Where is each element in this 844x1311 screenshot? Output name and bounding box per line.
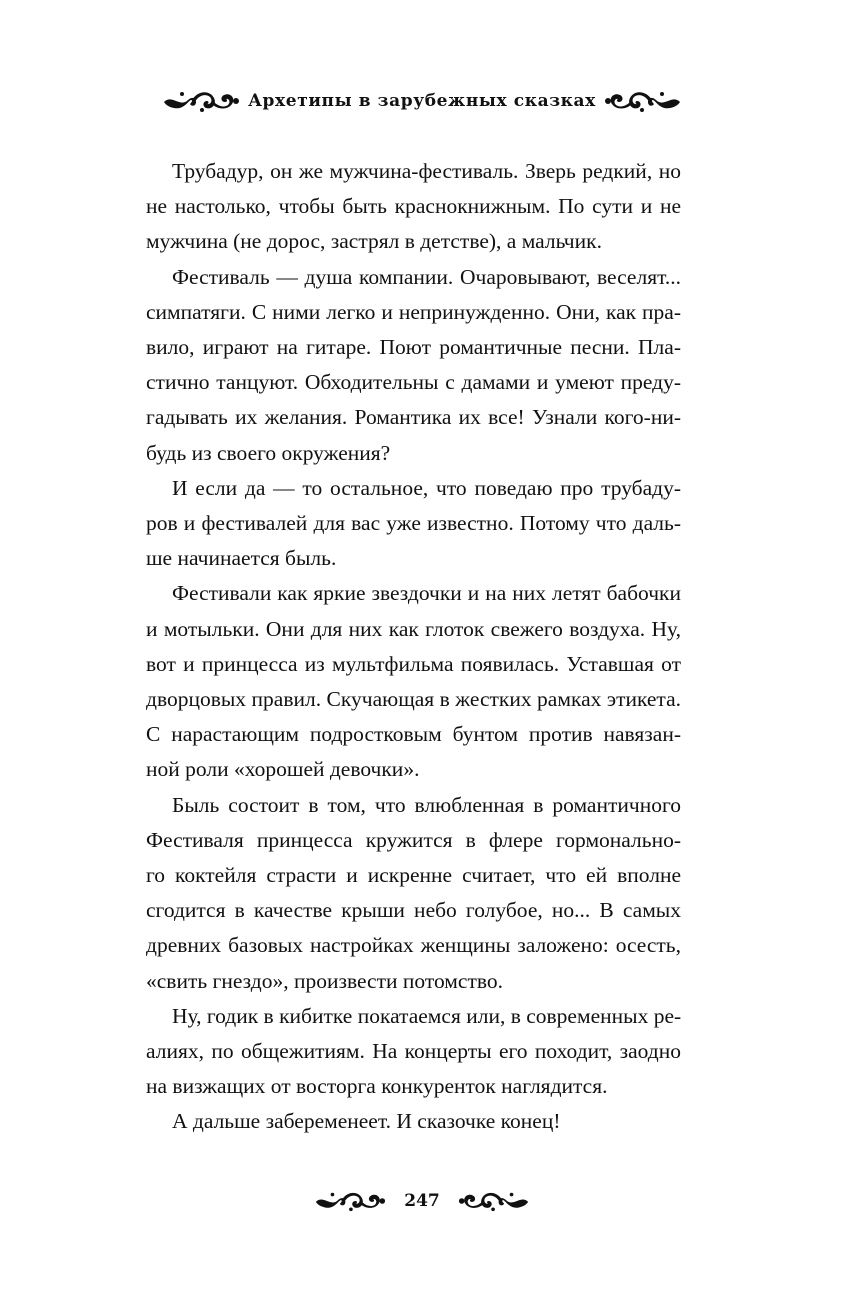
text-line: «свить гнездо», произвести потомство. xyxy=(146,968,503,993)
text-line: гадывать их желания. Романтика их все! Узнали кого-ни- xyxy=(146,405,681,430)
text-line: ров и фестивалей для вас уже известно. Потому что даль- xyxy=(146,511,681,536)
page-footer xyxy=(0,1183,844,1219)
paragraph xyxy=(146,999,681,1105)
text-line: Фестиваль — душа компании. Очаровывают, веселят... xyxy=(172,264,681,289)
text-line: А дальше забеременеет. И сказочке конец! xyxy=(172,1109,561,1134)
page-number: 247 xyxy=(404,1191,440,1211)
text-line: мужчина (не дорос, застрял в детстве), а мальчик. xyxy=(146,229,602,254)
paragraph xyxy=(146,576,681,787)
text-line: вот и принцесса из мультфильма появилась. Уставшая от xyxy=(146,651,681,676)
ornament-left-icon xyxy=(314,1188,386,1214)
text-line: Быль состоит в том, что влюбленная в романтичного xyxy=(172,792,681,817)
ornament-right-icon xyxy=(458,1188,530,1214)
text-line: ше начинается быль. xyxy=(146,546,337,571)
paragraph xyxy=(146,260,681,471)
text-line: будь из своего окружения? xyxy=(146,440,391,465)
text-line: И если да — то остальное, что поведаю про трубаду- xyxy=(172,475,681,500)
text-line: алиях, по общежитиям. На концерты его походит, заодно xyxy=(146,1039,681,1064)
body-text xyxy=(146,154,681,1140)
text-line: древних базовых настройках женщины заложено: осесть, xyxy=(146,933,681,958)
text-line: сгодится в качестве крыши небо голубое, но... В самых xyxy=(146,898,681,923)
text-line: Ну, годик в кибитке покатаемся или, в современных ре- xyxy=(172,1003,682,1028)
ornament-left-icon xyxy=(162,88,240,114)
text-line: Фестиваля принцесса кружится в флере гормонально- xyxy=(146,827,681,852)
paragraph xyxy=(146,788,681,999)
text-line: и мотыльки. Они для них как глоток свежего воздуха. Ну, xyxy=(146,616,681,641)
text-line: вило, играют на гитаре. Поют романтичные песни. Пла- xyxy=(146,335,681,360)
text-line: не настолько, чтобы быть краснокнижным. По сути и не xyxy=(146,194,681,219)
text-line: ной роли «хорошей девочки». xyxy=(146,757,420,782)
paragraph xyxy=(146,154,681,260)
paragraph xyxy=(146,1104,681,1139)
running-header xyxy=(0,86,844,116)
text-line: го коктейля страсти и искренне считает, что ей вполне xyxy=(146,863,681,888)
running-title: Архетипы в зарубежных сказках xyxy=(248,91,596,111)
text-line: симпатяги. С ними легко и непринужденно. Они, как пра- xyxy=(146,299,681,324)
text-line: Трубадур, он же мужчина-фестиваль. Зверь редкий, но xyxy=(172,159,681,183)
text-line: С нарастающим подростковым бунтом против навязан- xyxy=(146,722,681,747)
text-line: на визжащих от восторга конкуренток наглядится. xyxy=(146,1074,608,1099)
ornament-right-icon xyxy=(604,88,682,114)
text-line: дворцовых правил. Скучающая в жестких рамках этикета. xyxy=(146,687,681,712)
text-line: стично танцуют. Обходительны с дамами и умеют преду- xyxy=(146,370,681,395)
paragraph xyxy=(146,471,681,577)
text-line: Фестивали как яркие звездочки и на них летят бабочки xyxy=(172,581,681,606)
